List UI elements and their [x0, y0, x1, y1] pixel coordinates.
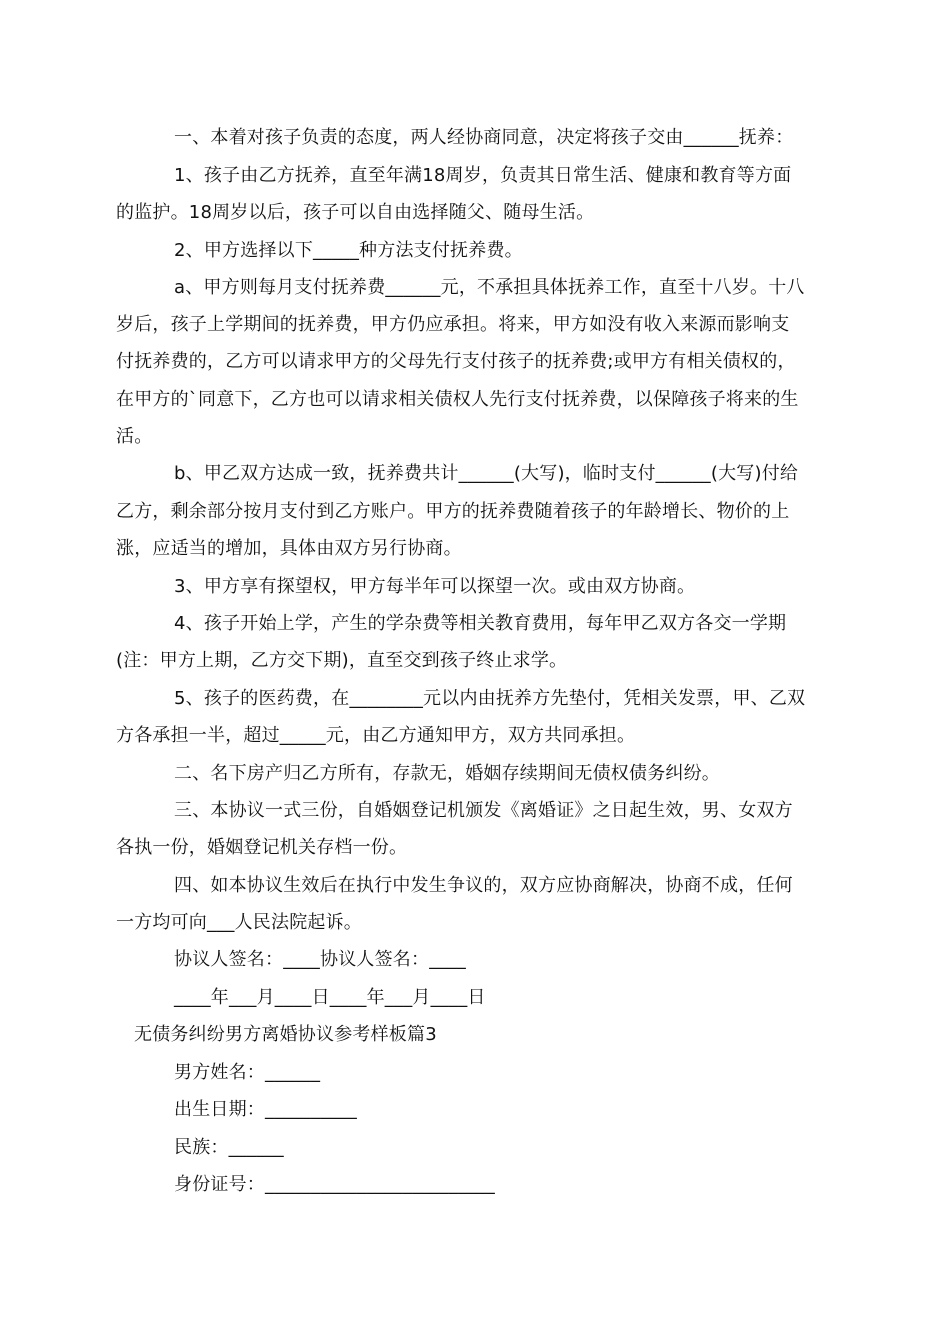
field-ethnicity: 民族：______ [174, 1137, 284, 1158]
clause-4-line-2: 一方均可向___人民法院起诉。 [116, 912, 362, 933]
section-title: 无债务纠纷男方离婚协议参考样板篇3 [134, 1024, 437, 1045]
clause-4-line-1: 四、如本协议生效后在执行中发生争议的，双方应协商解决，协商不成，任何 [174, 875, 793, 896]
option-b-line-1: b、甲乙双方达成一致，抚养费共计______(大写)，临时支付______(大写)付给 [174, 463, 799, 484]
clause-1-item-1-line-1: 1、孩子由乙方抚养，直至年满18周岁，负责其日常生活、健康和教育等方面 [174, 165, 792, 186]
clause-3-line-1: 三、本协议一式三份，自婚姻登记机颁发《离婚证》之日起生效，男、女双方 [174, 800, 793, 821]
option-a-line-3: 付抚养费的，乙方可以请求甲方的父母先行支付孩子的抚养费;或甲方有相关债权的， [116, 351, 796, 372]
clause-1-item-4-line-1: 4、孩子开始上学，产生的学杂费等相关教育费用，每年甲乙双方各交一学期 [174, 613, 787, 634]
clause-1-item-5-line-2: 方各承担一半，超过_____元，由乙方通知甲方，双方共同承担。 [116, 725, 636, 746]
field-male-name: 男方姓名：______ [174, 1062, 321, 1083]
option-b-line-2: 乙方，剩余部分按月支付到乙方账户。甲方的抚养费随着孩子的年龄增长、物价的上 [116, 501, 790, 522]
field-birth-date: 出生日期：__________ [174, 1099, 357, 1120]
clause-1-item-5-line-1: 5、孩子的医药费，在________元以内由抚养方先垫付，凭相关发票，甲、乙双 [174, 688, 806, 709]
option-a-line-4: 在甲方的`同意下，乙方也可以请求相关债权人先行支付抚养费，以保障孩子将来的生 [116, 389, 799, 410]
clause-2: 二、名下房产归乙方所有，存款无，婚姻存续期间无债权债务纠纷。 [174, 763, 720, 784]
option-a-line-1: a、甲方则每月支付抚养费______元，不承担具体抚养工作，直至十八岁。十八 [174, 277, 805, 298]
signature-line: 协议人签名：____协议人签名：____ [174, 949, 466, 970]
field-id-number: 身份证号：_________________________ [174, 1174, 495, 1195]
clause-1-item-2: 2、甲方选择以下_____种方法支付抚养费。 [174, 240, 523, 261]
clause-1-item-3: 3、甲方享有探望权，甲方每半年可以探望一次。或由双方协商。 [174, 576, 696, 597]
date-line: ____年___月____日____年___月____日 [174, 987, 486, 1008]
option-a-line-5: 活。 [116, 426, 153, 447]
clause-3-line-2: 各执一份，婚姻登记机关存档一份。 [116, 837, 408, 858]
clause-1-item-1-line-2: 的监护。18周岁以后，孩子可以自由选择随父、随母生活。 [116, 202, 595, 223]
clause-1-intro: 一、本着对孩子负责的态度，两人经协商同意，决定将孩子交由______抚养： [174, 127, 794, 148]
clause-1-item-4-line-2: (注：甲方上期，乙方交下期)，直至交到孩子终止求学。 [116, 650, 568, 671]
option-a-line-2: 岁后，孩子上学期间的抚养费，甲方仍应承担。将来，甲方如没有收入来源而影响支 [116, 314, 790, 335]
option-b-line-3: 涨，应适当的增加，具体由双方另行协商。 [116, 538, 462, 559]
